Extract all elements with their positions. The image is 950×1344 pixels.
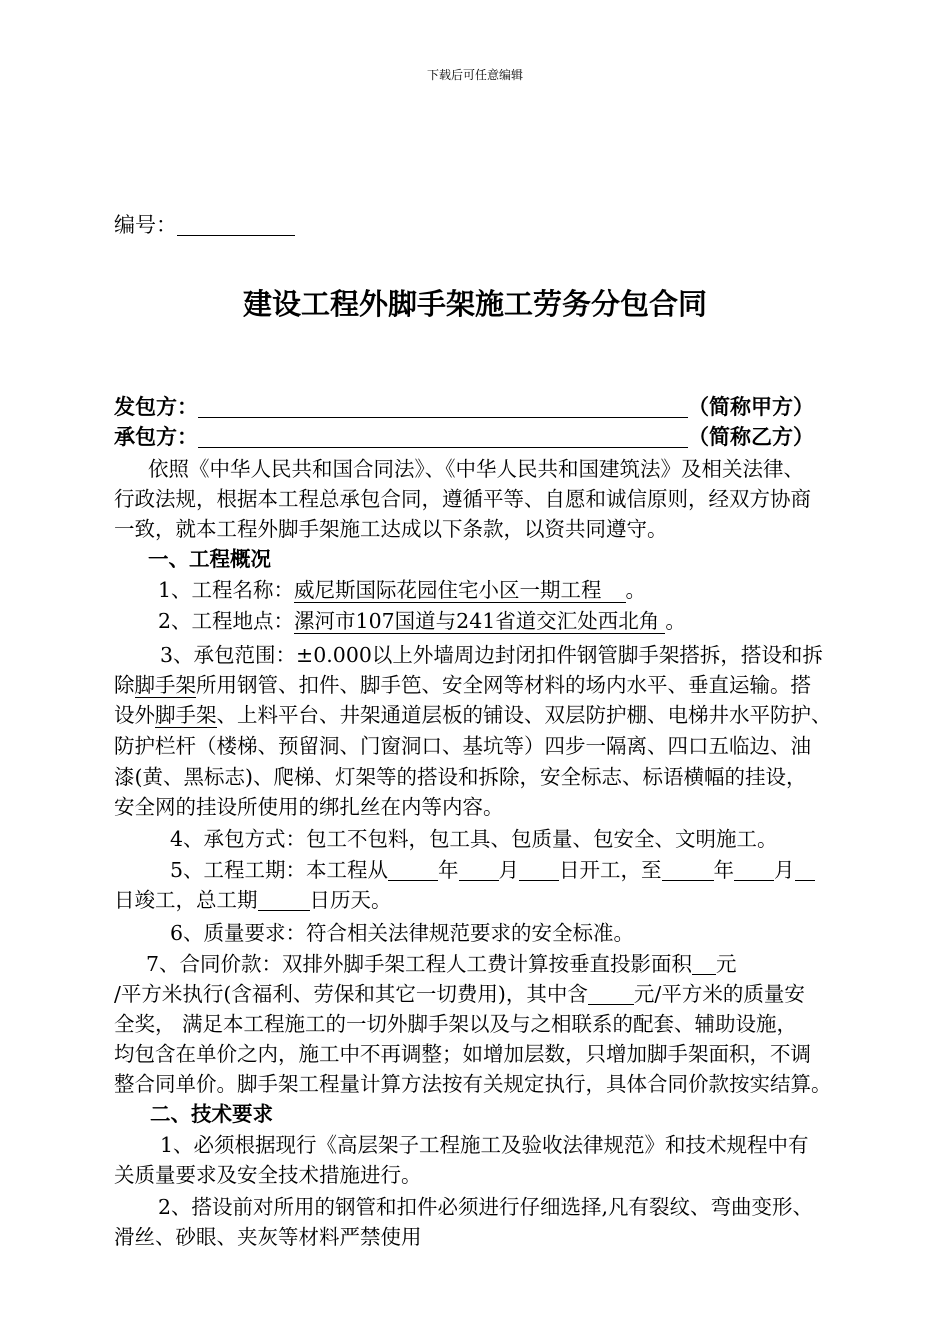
scope-prefix-3: 设外: [114, 703, 155, 727]
scope-term-2: 脚手架: [155, 703, 217, 727]
scope-text-3: 、上料平台、井架通道层板的铺设、双层防护棚、电梯井水平防护、: [216, 703, 832, 727]
tech-item2-line-1: 2、搭设前对所用的钢管和扣件必须进行仔细选择,凡有裂纹、弯曲变形、: [158, 1195, 814, 1219]
start-day-blank: [519, 858, 559, 881]
day-end-text: 日竣工，总工期: [114, 888, 258, 912]
unit-price-blank: [692, 952, 716, 975]
start-year-blank: [388, 858, 438, 881]
month-label-1: 月: [498, 858, 520, 882]
price-line-1: [146, 949, 737, 979]
price-text-b2: 元/平方米的质量安: [633, 982, 805, 1006]
section2-heading: 二、技术要求: [150, 1102, 273, 1126]
tech-item1-line-1: 1、必须根据现行《高层架子工程施工及验收法律规范》和技术规程中有: [160, 1133, 809, 1157]
period-label: 5、工程工期：本工程从: [170, 858, 389, 882]
scope-term-1: 脚手架: [134, 673, 196, 697]
end-month-blank: [734, 858, 774, 881]
employer-suffix: （简称甲方）: [688, 395, 814, 419]
contractor-line: [114, 422, 814, 452]
scope-line-5: 漆(黄、黑标志)、爬梯、灯架等的搭设和拆除，安全标志、标语横幅的挂设，: [114, 765, 807, 789]
quality-line: 6、质量要求：符合相关法律规范要求的安全标准。: [170, 921, 635, 945]
scope-line-2: [114, 670, 811, 700]
intro-line-1: 依照《中华人民共和国合同法》、《中华人民共和国建筑法》及相关法律、: [148, 457, 804, 481]
contractor-label: 承包方：: [114, 425, 198, 449]
end-day-blank: [795, 858, 815, 881]
section1-heading: 一、工程概况: [148, 547, 271, 571]
contract-title: 建设工程外脚手架施工劳务分包合同: [242, 287, 707, 321]
price-line-2: [114, 979, 805, 1009]
price-line-5: 整合同单价。脚手架工程量计算方法按有关规定执行，具体合同价款按实结算。: [114, 1072, 832, 1096]
period-line-2: [114, 885, 392, 915]
end-year-blank: [662, 858, 714, 881]
intro-line-2: 行政法规，根据本工程总承包合同，遵循平等、自愿和诚信原则，经双方协商: [114, 487, 811, 511]
tech-item1-line-2: 关质量要求及安全技术措施进行。: [114, 1163, 422, 1187]
scope-prefix-2: 除: [114, 673, 135, 697]
intro-line-3: 一致，就本工程外脚手架施工达成以下条款，以资共同遵守。: [114, 517, 668, 541]
year-label-2: 年: [713, 858, 735, 882]
header-note: 下载后可任意编辑: [426, 68, 523, 82]
project-site-value: 漯河市107国道与241省道交汇处西北角: [294, 609, 665, 634]
serial-number-line: [114, 210, 295, 240]
contract-method-line: 4、承包方式：包工不包料，包工具、包质量、包安全、文明施工。: [170, 827, 778, 851]
total-days-blank: [258, 888, 310, 911]
scope-line-6: 安全网的挂设所使用的绑扎丝在内等内容。: [114, 795, 504, 819]
project-name-label: 1、工程名称：: [158, 578, 295, 602]
price-line-3: 全奖， 满足本工程施工的一切外脚手架以及与之相联系的配套、辅助设施，: [114, 1012, 798, 1036]
employer-blank: [198, 395, 688, 418]
scope-text-2: 所用钢管、扣件、脚手笆、安全网等材料的场内水平、垂直运输。搭: [196, 673, 811, 697]
calendar-days-text: 日历天。: [309, 888, 392, 912]
scope-line-3: [114, 700, 832, 730]
price-label: 7、合同价款：双排外脚手架工程人工费计算按垂直投影面积: [146, 952, 693, 976]
yuan-text: 元: [716, 952, 737, 976]
project-site-line: [158, 606, 686, 636]
day-start-text: 日开工，至: [559, 858, 662, 882]
year-label-1: 年: [438, 858, 459, 882]
contractor-suffix: （简称乙方）: [688, 425, 814, 449]
scope-line-1: 3、承包范围：±0.000以上外墙周边封闭扣件钢管脚手架搭拆，搭设和拆: [160, 643, 823, 667]
employer-line: [114, 392, 814, 422]
employer-label: 发包方：: [114, 395, 198, 419]
start-month-blank: [459, 858, 499, 881]
price-text-b1: /平方米执行(含福利、劳保和其它一切费用)，其中含: [114, 982, 588, 1006]
project-site-label: 2、工程地点：: [158, 609, 295, 633]
quality-bonus-blank: [588, 982, 634, 1005]
price-line-4: 均包含在单价之内，施工中不再调整；如增加层数，只增加脚手架面积，不调: [114, 1042, 811, 1066]
period-line-1: [170, 855, 815, 885]
month-label-2: 月: [774, 858, 795, 882]
serial-label: 编号：: [114, 213, 177, 237]
project-name-value: 威尼斯国际花园住宅小区一期工程: [294, 578, 626, 603]
project-site-end: 。: [665, 609, 686, 633]
serial-blank: [177, 213, 295, 236]
project-name-end: 。: [625, 578, 647, 602]
tech-item2-line-2: 滑丝、砂眼、夹灰等材料严禁使用: [114, 1225, 422, 1249]
scope-line-4: 防护栏杆（楼梯、预留洞、门窗洞口、基坑等）四步一隔离、四口五临边、油: [114, 734, 811, 758]
contractor-blank: [198, 425, 688, 448]
project-name-line: [158, 575, 646, 605]
